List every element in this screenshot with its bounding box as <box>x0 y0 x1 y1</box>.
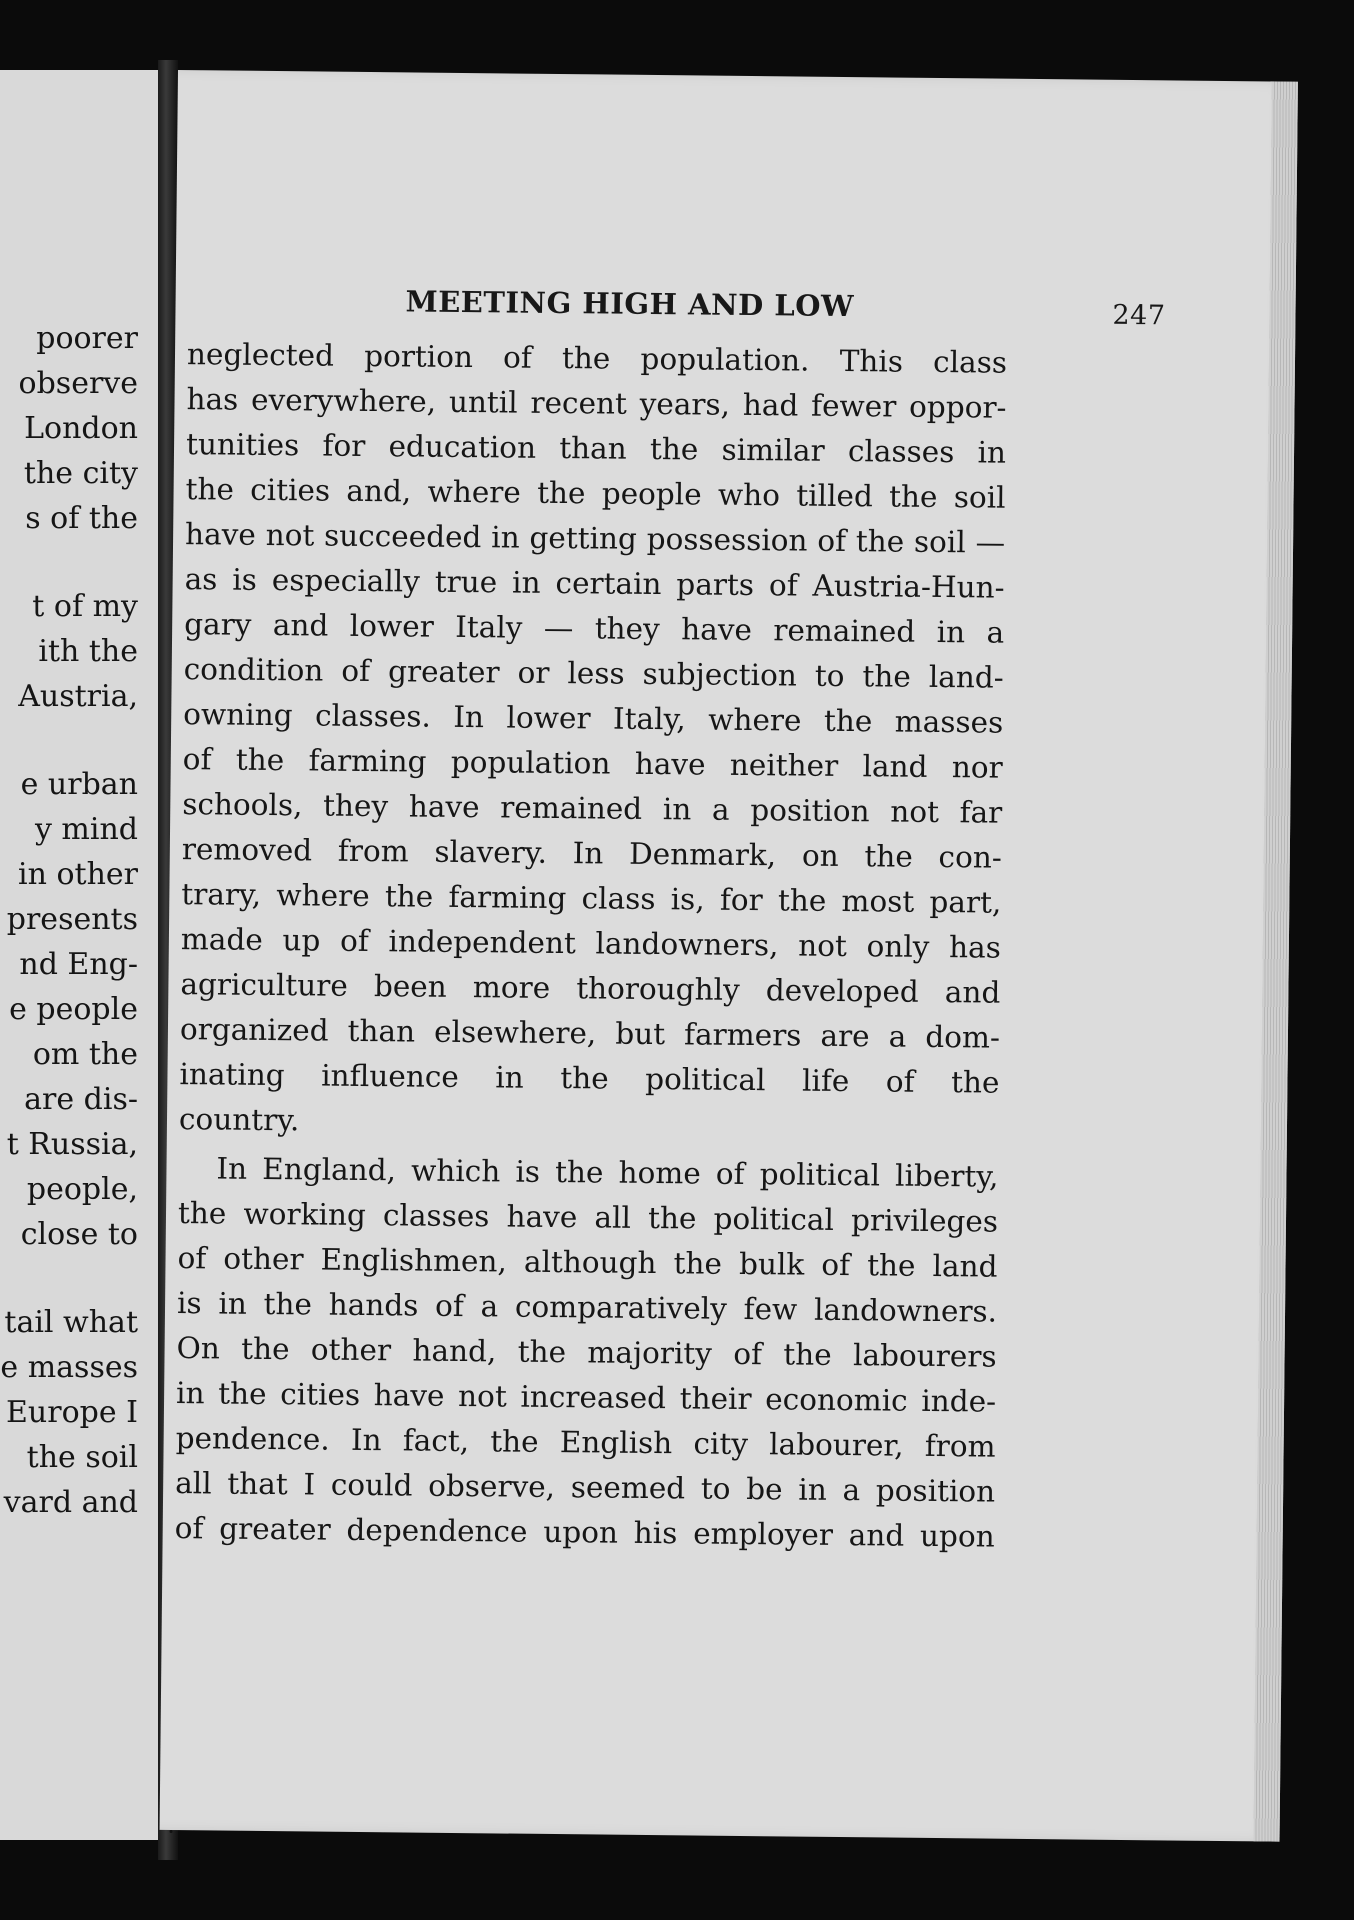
text-line: In England, which is the home of political liberty, <box>216 1151 999 1194</box>
text-line: owning classes. In lower Italy, where the masses <box>183 697 1004 740</box>
body-text <box>174 332 1007 1560</box>
text-line: schools, they have remained in a position not far <box>182 787 1003 830</box>
left-line: e urban <box>20 767 138 802</box>
left-line: e masses <box>0 1350 138 1385</box>
text-line: On the other hand, the majority of the labourers <box>176 1331 997 1374</box>
left-line: are dis- <box>24 1082 138 1117</box>
left-line: vard and <box>3 1485 138 1520</box>
left-line: y mind <box>34 812 138 847</box>
text-line: country. <box>178 1102 300 1138</box>
running-head-title: MEETING HIGH AND LOW <box>405 284 855 324</box>
text-line: all that I could observe, seemed to be in a position <box>175 1466 996 1509</box>
left-line: poorer <box>36 321 138 356</box>
left-page <box>0 70 158 1840</box>
left-line: t Russia, <box>6 1127 138 1162</box>
left-line: t of my <box>32 589 138 624</box>
text-line: agriculture been more thoroughly developed and <box>180 967 1001 1010</box>
text-line: trary, where the farming class is, for the most part, <box>181 877 1002 920</box>
left-line: in other <box>18 857 138 892</box>
text-line: inating influence in the political life of the <box>179 1057 1000 1100</box>
left-line: om the <box>32 1037 138 1072</box>
left-line: London <box>24 411 138 446</box>
running-head <box>405 284 1166 332</box>
text-line: of greater dependence upon his employer and upon <box>174 1511 995 1554</box>
text-line: neglected portion of the population. This class <box>186 337 1008 380</box>
left-line: s of the <box>25 501 138 536</box>
left-line: the city <box>23 456 138 491</box>
left-line: people, <box>26 1172 138 1207</box>
left-line: ith the <box>38 634 138 669</box>
right-page <box>160 70 1298 1842</box>
text-line: the cities and, where the people who tilled the soil <box>185 472 1006 515</box>
text-line: pendence. In fact, the English city labourer, from <box>175 1421 996 1464</box>
text-line: as is especially true in certain parts of Austria-Hun- <box>184 562 1005 605</box>
left-line: e people <box>9 992 138 1027</box>
text-line: is in the hands of a comparatively few landowners. <box>176 1286 998 1329</box>
text-line: in the cities have not increased their economic inde- <box>175 1376 997 1419</box>
page-number: 247 <box>1112 299 1166 332</box>
text-line: made up of independent landowners, not only has <box>180 922 1002 965</box>
left-line: nd Eng- <box>19 947 138 982</box>
text-line: tunities for education than the similar classes in <box>185 427 1007 470</box>
text-line: has everywhere, until recent years, had fewer oppor- <box>186 382 1007 425</box>
left-line: Europe I <box>6 1395 138 1430</box>
scan-speck <box>170 1830 173 1833</box>
left-line: tail what <box>4 1305 138 1340</box>
left-line: Austria, <box>18 679 138 714</box>
left-line: observe <box>18 366 138 401</box>
left-line: the soil <box>26 1440 138 1475</box>
text-line: the working classes have all the political privileges <box>177 1196 999 1239</box>
text-line: of other Englishmen, although the bulk of the land <box>177 1241 998 1284</box>
text-line: condition of greater or less subjection to the land- <box>183 652 1004 695</box>
text-line: of the farming population have neither land nor <box>182 742 1003 785</box>
page-edge <box>1254 81 1298 1841</box>
text-line: organized than elsewhere, but farmers are a dom- <box>179 1012 1001 1055</box>
text-line: have not succeeded in getting possession of the soil — <box>184 517 1006 560</box>
text-line: removed from slavery. In Denmark, on the con- <box>181 832 1002 875</box>
left-line: presents <box>6 902 138 937</box>
left-line: close to <box>20 1217 138 1252</box>
text-line: gary and lower Italy — they have remained in a <box>184 607 1005 650</box>
